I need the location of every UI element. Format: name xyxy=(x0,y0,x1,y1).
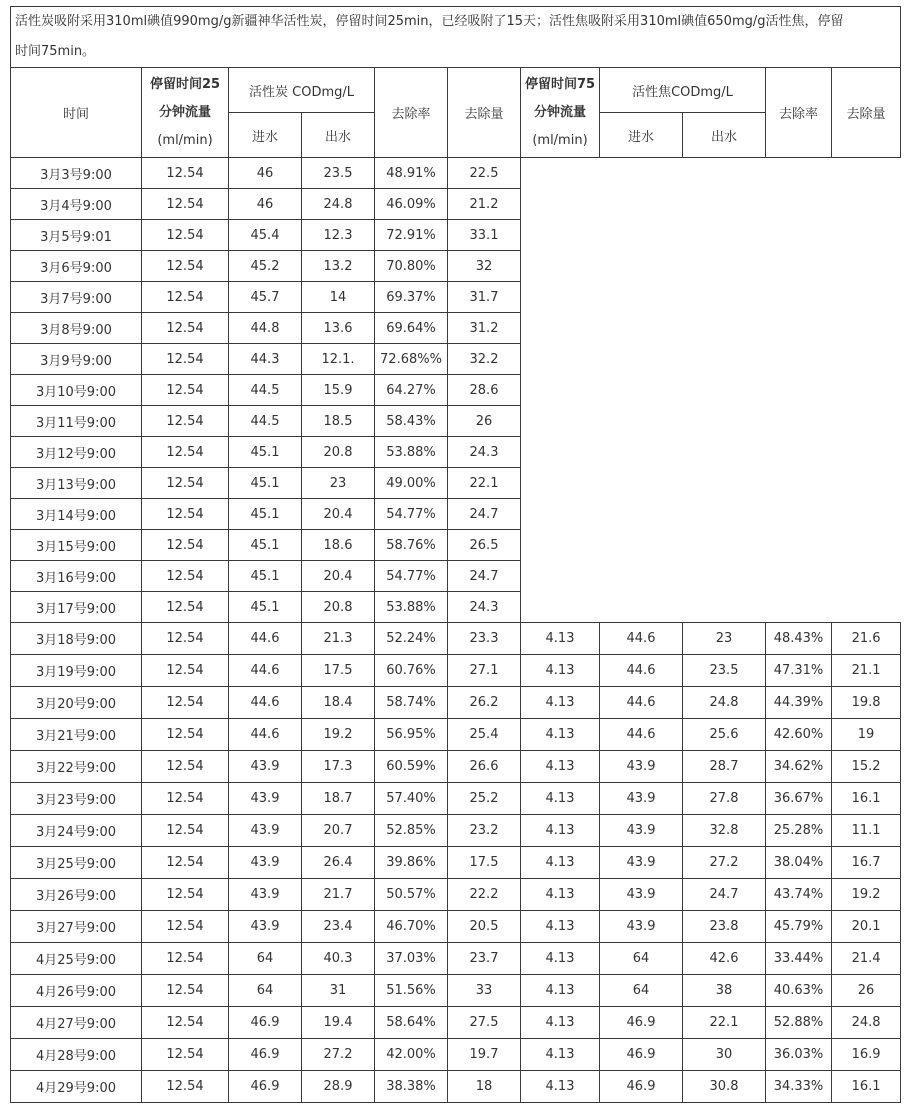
table-cell: 3月11号9:00 xyxy=(11,406,142,437)
table-cell: 3月4号9:00 xyxy=(11,189,142,220)
table-cell: 12.1. xyxy=(302,344,375,375)
adsorption-data-table xyxy=(10,6,901,1103)
table-cell: 12.54 xyxy=(142,375,229,406)
table-cell: 72.91% xyxy=(375,220,448,251)
table-cell: 21.4 xyxy=(832,943,901,975)
table-cell: 3月19号9:00 xyxy=(11,655,142,687)
table-cell: 12.54 xyxy=(142,592,229,623)
header-removal-rate: 去除率 xyxy=(375,68,448,158)
table-cell: 26.2 xyxy=(448,687,521,719)
table-cell: 43.9 xyxy=(229,879,302,911)
header-removal-amount-2: 去除量 xyxy=(832,68,901,158)
table-cell: 18.4 xyxy=(302,687,375,719)
table-cell: 30 xyxy=(683,1039,766,1071)
table-cell: 4月27号9:00 xyxy=(11,1007,142,1039)
table-cell: 4.13 xyxy=(521,655,600,687)
table-cell: 45.7 xyxy=(229,282,302,313)
table-row xyxy=(11,975,901,1007)
table-cell: 53.88% xyxy=(375,592,448,623)
table-cell: 32.8 xyxy=(683,815,766,847)
empty-coke-block xyxy=(521,158,901,623)
table-cell: 51.56% xyxy=(375,975,448,1007)
table-cell: 43.9 xyxy=(229,847,302,879)
table-row xyxy=(11,623,901,655)
table-row xyxy=(11,815,901,847)
table-cell: 64.27% xyxy=(375,375,448,406)
table-cell: 24.3 xyxy=(448,592,521,623)
table-cell: 48.91% xyxy=(375,158,448,189)
table-cell: 36.67% xyxy=(766,783,832,815)
table-cell: 20.7 xyxy=(302,815,375,847)
header-inlet-2: 进水 xyxy=(600,113,683,158)
table-cell: 27.2 xyxy=(302,1039,375,1071)
table-cell: 19.2 xyxy=(302,719,375,751)
table-cell: 27.8 xyxy=(683,783,766,815)
table-cell: 4.13 xyxy=(521,783,600,815)
table-cell: 46.9 xyxy=(600,1071,683,1103)
table-cell: 44.6 xyxy=(229,719,302,751)
table-cell: 13.2 xyxy=(302,251,375,282)
table-cell: 4.13 xyxy=(521,879,600,911)
table-cell: 45.1 xyxy=(229,468,302,499)
table-cell: 45.1 xyxy=(229,561,302,592)
table-cell: 25.6 xyxy=(683,719,766,751)
table-cell: 46.9 xyxy=(229,1071,302,1103)
table-row xyxy=(11,158,901,189)
table-cell: 33.44% xyxy=(766,943,832,975)
table-cell: 58.64% xyxy=(375,1007,448,1039)
table-cell: 43.9 xyxy=(600,751,683,783)
table-cell: 24.7 xyxy=(448,561,521,592)
table-row xyxy=(11,751,901,783)
table-cell: 12.54 xyxy=(142,561,229,592)
table-cell: 20.4 xyxy=(302,561,375,592)
table-cell: 64 xyxy=(600,943,683,975)
table-cell: 54.77% xyxy=(375,561,448,592)
table-cell: 18.6 xyxy=(302,530,375,561)
table-cell: 26 xyxy=(832,975,901,1007)
table-cell: 19 xyxy=(832,719,901,751)
table-cell: 4.13 xyxy=(521,751,600,783)
header-time: 时间 xyxy=(11,68,142,158)
table-cell: 50.57% xyxy=(375,879,448,911)
table-cell: 4.13 xyxy=(521,1039,600,1071)
table-cell: 43.9 xyxy=(229,815,302,847)
table-cell: 12.54 xyxy=(142,1007,229,1039)
table-cell: 3月3号9:00 xyxy=(11,158,142,189)
table-cell: 12.54 xyxy=(142,437,229,468)
header-flow-75-line3: (ml/min) xyxy=(532,132,588,148)
caption-line-2: 时间75min。 xyxy=(15,44,96,59)
table-cell: 24.7 xyxy=(683,879,766,911)
table-cell: 3月22号9:00 xyxy=(11,751,142,783)
table-cell: 12.54 xyxy=(142,499,229,530)
table-cell: 46.9 xyxy=(600,1039,683,1071)
table-cell: 45.4 xyxy=(229,220,302,251)
table-cell: 30.8 xyxy=(683,1071,766,1103)
table-cell: 19.4 xyxy=(302,1007,375,1039)
table-cell: 26.6 xyxy=(448,751,521,783)
table-cell: 45.1 xyxy=(229,437,302,468)
table-cell: 43.74% xyxy=(766,879,832,911)
table-cell: 54.77% xyxy=(375,499,448,530)
table-cell: 12.54 xyxy=(142,943,229,975)
table-row xyxy=(11,655,901,687)
table-cell: 43.9 xyxy=(600,847,683,879)
table-cell: 31.7 xyxy=(448,282,521,313)
table-cell: 38 xyxy=(683,975,766,1007)
table-cell: 23.5 xyxy=(683,655,766,687)
table-cell: 64 xyxy=(229,943,302,975)
caption-line-1: 活性炭吸附采用310ml碘值990mg/g新疆神华活性炭，停留时间25min，已经吸附了15天；活性焦吸附采用310ml碘值650mg/g活性焦，停留 xyxy=(15,14,844,29)
table-cell: 40.63% xyxy=(766,975,832,1007)
table-cell: 60.59% xyxy=(375,751,448,783)
table-row xyxy=(11,783,901,815)
table-cell: 21.6 xyxy=(832,623,901,655)
table-cell: 3月17号9:00 xyxy=(11,592,142,623)
table-cell: 46.70% xyxy=(375,911,448,943)
table-cell: 12.54 xyxy=(142,783,229,815)
table-cell: 17.3 xyxy=(302,751,375,783)
table-cell: 14 xyxy=(302,282,375,313)
table-cell: 24.8 xyxy=(302,189,375,220)
table-cell: 4.13 xyxy=(521,687,600,719)
table-cell: 32 xyxy=(448,251,521,282)
table-cell: 47.31% xyxy=(766,655,832,687)
table-cell: 18.5 xyxy=(302,406,375,437)
table-cell: 43.9 xyxy=(229,911,302,943)
table-cell: 43.9 xyxy=(600,815,683,847)
table-cell: 18.7 xyxy=(302,783,375,815)
table-cell: 38.38% xyxy=(375,1071,448,1103)
table-cell: 53.88% xyxy=(375,437,448,468)
table-cell: 44.6 xyxy=(229,623,302,655)
table-cell: 12.54 xyxy=(142,847,229,879)
table-cell: 20.8 xyxy=(302,437,375,468)
header-coke-cod: 活性焦CODmg/L xyxy=(600,68,766,113)
header-flow-25-line3: (ml/min) xyxy=(157,132,213,148)
table-cell: 4月26号9:00 xyxy=(11,975,142,1007)
table-cell: 60.76% xyxy=(375,655,448,687)
table-cell: 16.1 xyxy=(832,783,901,815)
table-cell: 21.2 xyxy=(448,189,521,220)
table-cell: 44.6 xyxy=(600,687,683,719)
table-cell: 33.1 xyxy=(448,220,521,251)
table-cell: 12.54 xyxy=(142,687,229,719)
table-cell: 23.4 xyxy=(302,911,375,943)
table-cell: 45.2 xyxy=(229,251,302,282)
header-outlet: 出水 xyxy=(302,113,375,158)
table-cell: 56.95% xyxy=(375,719,448,751)
table-cell: 3月13号9:00 xyxy=(11,468,142,499)
table-cell: 34.33% xyxy=(766,1071,832,1103)
table-row xyxy=(11,911,901,943)
table-cell: 3月24号9:00 xyxy=(11,815,142,847)
header-flow-75-line2: 分钟流量 xyxy=(533,104,586,120)
table-cell: 58.74% xyxy=(375,687,448,719)
header-carbon-cod: 活性炭 CODmg/L xyxy=(229,68,375,113)
table-cell: 43.9 xyxy=(229,783,302,815)
table-cell: 34.62% xyxy=(766,751,832,783)
table-cell: 12.54 xyxy=(142,282,229,313)
table-cell: 11.1 xyxy=(832,815,901,847)
table-cell: 43.9 xyxy=(600,911,683,943)
table-cell: 15.9 xyxy=(302,375,375,406)
table-cell: 28.7 xyxy=(683,751,766,783)
table-cell: 20.4 xyxy=(302,499,375,530)
table-cell: 27.5 xyxy=(448,1007,521,1039)
table-row xyxy=(11,1007,901,1039)
table-cell: 12.54 xyxy=(142,406,229,437)
table-cell: 44.8 xyxy=(229,313,302,344)
table-cell: 22.2 xyxy=(448,879,521,911)
table-cell: 12.54 xyxy=(142,530,229,561)
table-cell: 4月28号9:00 xyxy=(11,1039,142,1071)
table-cell: 25.4 xyxy=(448,719,521,751)
table-cell: 3月6号9:00 xyxy=(11,251,142,282)
table-cell: 31.2 xyxy=(448,313,521,344)
header-flow-25-line1: 停留时间25 xyxy=(149,76,221,92)
table-cell: 24.8 xyxy=(832,1007,901,1039)
table-cell: 3月25号9:00 xyxy=(11,847,142,879)
table-cell: 3月14号9:00 xyxy=(11,499,142,530)
table-cell: 69.37% xyxy=(375,282,448,313)
table-cell: 3月15号9:00 xyxy=(11,530,142,561)
table-cell: 19.2 xyxy=(832,879,901,911)
table-cell: 28.9 xyxy=(302,1071,375,1103)
table-row xyxy=(11,687,901,719)
table-cell: 19.8 xyxy=(832,687,901,719)
table-cell: 12.54 xyxy=(142,313,229,344)
table-cell: 3月10号9:00 xyxy=(11,375,142,406)
table-cell: 12.54 xyxy=(142,975,229,1007)
table-cell: 24.7 xyxy=(448,499,521,530)
table-cell: 3月20号9:00 xyxy=(11,687,142,719)
table-cell: 12.54 xyxy=(142,1071,229,1103)
table-row xyxy=(11,847,901,879)
table-cell: 23 xyxy=(302,468,375,499)
table-cell: 33 xyxy=(448,975,521,1007)
table-cell: 64 xyxy=(600,975,683,1007)
table-cell: 4.13 xyxy=(521,911,600,943)
table-cell: 3月16号9:00 xyxy=(11,561,142,592)
table-cell: 3月27号9:00 xyxy=(11,911,142,943)
table-cell: 3月26号9:00 xyxy=(11,879,142,911)
table-cell: 43.9 xyxy=(229,751,302,783)
table-cell: 18 xyxy=(448,1071,521,1103)
table-cell: 12.54 xyxy=(142,751,229,783)
table-cell: 43.9 xyxy=(600,879,683,911)
table-cell: 46 xyxy=(229,189,302,220)
table-cell: 25.2 xyxy=(448,783,521,815)
header-flow-75 xyxy=(521,68,600,158)
table-cell: 44.6 xyxy=(600,623,683,655)
table-cell: 44.5 xyxy=(229,406,302,437)
table-cell: 16.9 xyxy=(832,1039,901,1071)
table-cell: 36.03% xyxy=(766,1039,832,1071)
table-cell: 39.86% xyxy=(375,847,448,879)
table-cell: 23.5 xyxy=(302,158,375,189)
table-cell: 3月12号9:00 xyxy=(11,437,142,468)
table-cell: 46.09% xyxy=(375,189,448,220)
table-cell: 4.13 xyxy=(521,847,600,879)
header-inlet: 进水 xyxy=(229,113,302,158)
table-cell: 12.54 xyxy=(142,719,229,751)
table-cell: 70.80% xyxy=(375,251,448,282)
table-cell: 27.1 xyxy=(448,655,521,687)
table-cell: 4月29号9:00 xyxy=(11,1071,142,1103)
table-cell: 20.5 xyxy=(448,911,521,943)
table-cell: 44.39% xyxy=(766,687,832,719)
table-cell: 12.54 xyxy=(142,815,229,847)
table-cell: 4.13 xyxy=(521,815,600,847)
table-cell: 46.9 xyxy=(229,1007,302,1039)
table-cell: 24.3 xyxy=(448,437,521,468)
table-cell: 12.54 xyxy=(142,623,229,655)
table-cell: 3月21号9:00 xyxy=(11,719,142,751)
table-cell: 45.79% xyxy=(766,911,832,943)
header-removal-rate-2: 去除率 xyxy=(766,68,832,158)
table-cell: 12.54 xyxy=(142,251,229,282)
table-cell: 12.54 xyxy=(142,879,229,911)
table-cell: 44.6 xyxy=(600,719,683,751)
table-cell: 12.54 xyxy=(142,655,229,687)
table-cell: 3月18号9:00 xyxy=(11,623,142,655)
table-row xyxy=(11,943,901,975)
table-cell: 23.3 xyxy=(448,623,521,655)
table-cell: 23.8 xyxy=(683,911,766,943)
table-cell: 13.6 xyxy=(302,313,375,344)
table-cell: 32.2 xyxy=(448,344,521,375)
table-cell: 45.1 xyxy=(229,499,302,530)
table-cell: 42.6 xyxy=(683,943,766,975)
header-flow-75-line1: 停留时间75 xyxy=(524,76,596,92)
table-cell: 58.76% xyxy=(375,530,448,561)
table-cell: 12.54 xyxy=(142,1039,229,1071)
table-cell: 16.7 xyxy=(832,847,901,879)
table-cell: 44.6 xyxy=(600,655,683,687)
table-cell: 20.1 xyxy=(832,911,901,943)
table-cell: 4.13 xyxy=(521,975,600,1007)
table-cell: 40.3 xyxy=(302,943,375,975)
table-cell: 21.7 xyxy=(302,879,375,911)
table-caption xyxy=(11,7,901,68)
table-cell: 3月9号9:00 xyxy=(11,344,142,375)
table-cell: 44.6 xyxy=(229,687,302,719)
table-cell: 16.1 xyxy=(832,1071,901,1103)
table-cell: 4.13 xyxy=(521,1007,600,1039)
table-cell: 57.40% xyxy=(375,783,448,815)
table-cell: 12.54 xyxy=(142,220,229,251)
table-cell: 4月25号9:00 xyxy=(11,943,142,975)
table-cell: 37.03% xyxy=(375,943,448,975)
table-row xyxy=(11,879,901,911)
table-cell: 25.28% xyxy=(766,815,832,847)
table-cell: 44.3 xyxy=(229,344,302,375)
table-cell: 44.5 xyxy=(229,375,302,406)
table-cell: 31 xyxy=(302,975,375,1007)
table-cell: 4.13 xyxy=(521,943,600,975)
table-cell: 22.1 xyxy=(683,1007,766,1039)
table-cell: 46.9 xyxy=(229,1039,302,1071)
table-cell: 44.6 xyxy=(229,655,302,687)
table-cell: 23 xyxy=(683,623,766,655)
table-cell: 17.5 xyxy=(448,847,521,879)
table-cell: 45.1 xyxy=(229,530,302,561)
table-cell: 26 xyxy=(448,406,521,437)
table-cell: 26.4 xyxy=(302,847,375,879)
table-cell: 12.54 xyxy=(142,344,229,375)
table-cell: 22.5 xyxy=(448,158,521,189)
table-cell: 38.04% xyxy=(766,847,832,879)
table-cell: 58.43% xyxy=(375,406,448,437)
table-cell: 4.13 xyxy=(521,1071,600,1103)
table-row xyxy=(11,719,901,751)
table-cell: 15.2 xyxy=(832,751,901,783)
table-cell: 46.9 xyxy=(600,1007,683,1039)
table-cell: 23.2 xyxy=(448,815,521,847)
table-cell: 12.54 xyxy=(142,158,229,189)
table-row xyxy=(11,1039,901,1071)
table-cell: 72.68%% xyxy=(375,344,448,375)
table-cell: 19.7 xyxy=(448,1039,521,1071)
header-removal-amount: 去除量 xyxy=(448,68,521,158)
table-cell: 3月5号9:01 xyxy=(11,220,142,251)
table-cell: 69.64% xyxy=(375,313,448,344)
table-cell: 27.2 xyxy=(683,847,766,879)
header-outlet-2: 出水 xyxy=(683,113,766,158)
table-cell: 43.9 xyxy=(600,783,683,815)
table-cell: 46 xyxy=(229,158,302,189)
header-flow-25-line2: 分钟流量 xyxy=(158,104,211,120)
table-cell: 52.24% xyxy=(375,623,448,655)
table-cell: 42.00% xyxy=(375,1039,448,1071)
table-cell: 12.54 xyxy=(142,468,229,499)
table-cell: 42.60% xyxy=(766,719,832,751)
table-cell: 3月23号9:00 xyxy=(11,783,142,815)
table-cell: 24.8 xyxy=(683,687,766,719)
table-cell: 52.85% xyxy=(375,815,448,847)
table-cell: 17.5 xyxy=(302,655,375,687)
table-cell: 21.1 xyxy=(832,655,901,687)
header-flow-25 xyxy=(142,68,229,158)
table-row xyxy=(11,1071,901,1103)
table-cell: 3月8号9:00 xyxy=(11,313,142,344)
table-cell: 28.6 xyxy=(448,375,521,406)
table-cell: 4.13 xyxy=(521,719,600,751)
table-cell: 26.5 xyxy=(448,530,521,561)
table-cell: 22.1 xyxy=(448,468,521,499)
table-cell: 3月7号9:00 xyxy=(11,282,142,313)
table-cell: 12.54 xyxy=(142,189,229,220)
table-cell: 52.88% xyxy=(766,1007,832,1039)
table-cell: 49.00% xyxy=(375,468,448,499)
table-cell: 23.7 xyxy=(448,943,521,975)
table-cell: 12.3 xyxy=(302,220,375,251)
table-cell: 4.13 xyxy=(521,623,600,655)
data-table-container xyxy=(10,6,900,1103)
table-cell: 21.3 xyxy=(302,623,375,655)
table-cell: 48.43% xyxy=(766,623,832,655)
table-cell: 64 xyxy=(229,975,302,1007)
table-cell: 45.1 xyxy=(229,592,302,623)
table-cell: 20.8 xyxy=(302,592,375,623)
table-cell: 12.54 xyxy=(142,911,229,943)
